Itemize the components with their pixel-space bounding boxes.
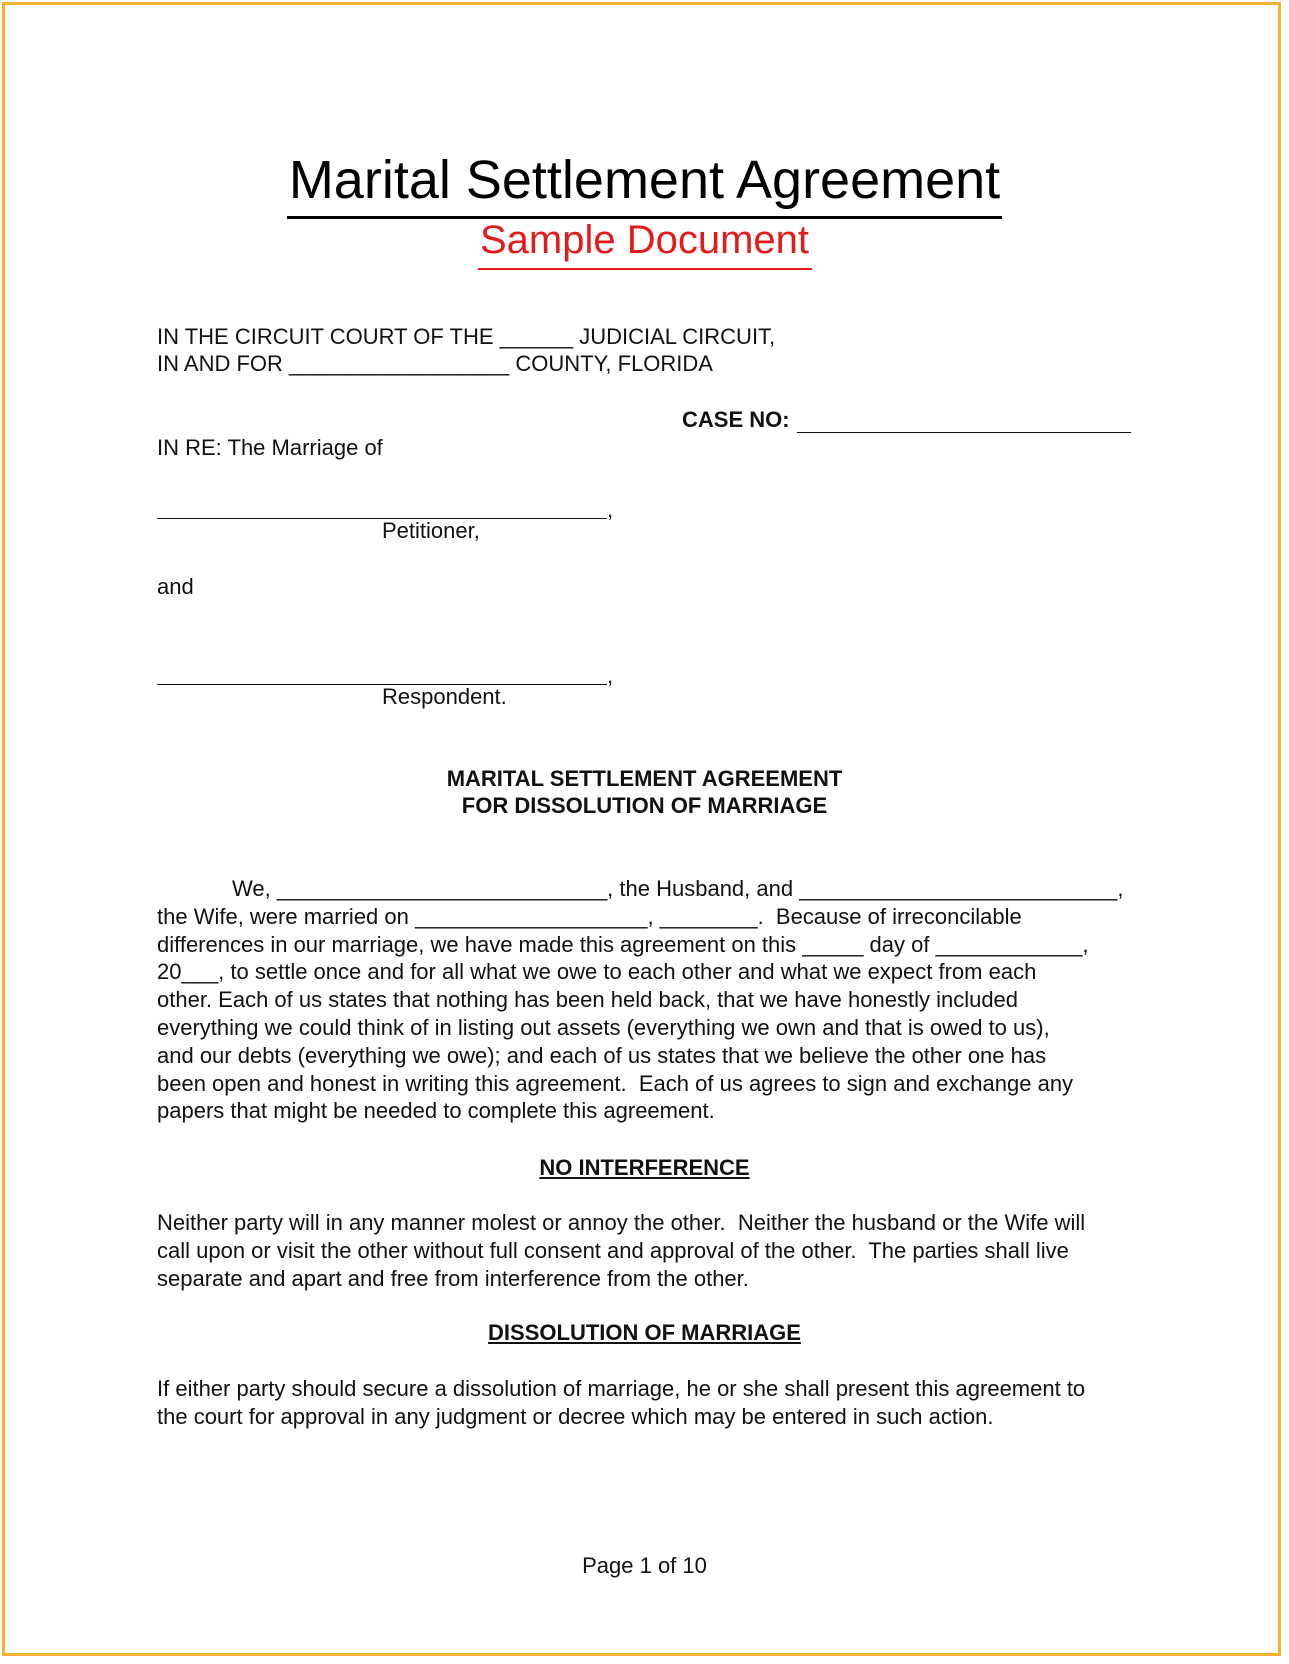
intro-line: 20___, to settle once and for all what we owe to each other and what we expect from each	[157, 959, 1037, 985]
respondent-name-blank	[157, 664, 607, 685]
no-interference-paragraph	[157, 1209, 1137, 1292]
dissolution-paragraph	[157, 1375, 1137, 1431]
intro-line: everything we could think of in listing out assets (everything we own and that is owed to us),	[157, 1014, 1050, 1040]
court-line-2: IN AND FOR __________________ COUNTY, FLORIDA	[157, 351, 713, 376]
intro-line: been open and honest in writing this agreement. Each of us agrees to sign and exchange any	[157, 1070, 1074, 1096]
intro-line: and our debts (everything we owe); and each of us states that we believe the other one has	[157, 1042, 1047, 1068]
section-line: separate and apart and free from interference from the other.	[157, 1265, 749, 1291]
agreement-heading-line-1: MARITAL SETTLEMENT AGREEMENT	[446, 766, 843, 791]
intro-line: We, ___________________________, the Husband, and __________________________,	[232, 876, 1124, 901]
and-label: and	[157, 574, 194, 599]
intro-line: differences in our marriage, we have made this agreement on this _____ day of ____________,	[157, 931, 1089, 957]
section-line: If either party should secure a dissolution of marriage, he or she shall present this agreement to	[157, 1376, 1086, 1401]
intro-line: other. Each of us states that nothing has been held back, that we have honestly included	[157, 987, 1019, 1013]
page-number: Page 1 of 10	[582, 1553, 707, 1578]
subtitle-underline	[478, 268, 812, 270]
petitioner-comma: ,	[607, 497, 614, 522]
intro-line: papers that might be needed to complete this agreement.	[157, 1098, 715, 1124]
document-subtitle: Sample Document	[479, 218, 810, 262]
section-line: call upon or visit the other without full consent and approval of the other. The parties shall live	[157, 1237, 1069, 1263]
petitioner-label: Petitioner,	[382, 518, 480, 543]
case-number-blank	[797, 412, 1131, 433]
in-re-line: IN RE: The Marriage of	[157, 435, 383, 460]
petitioner-name-blank	[157, 498, 607, 519]
intro-paragraph	[157, 875, 1137, 1125]
case-number-label: CASE NO:	[682, 407, 790, 432]
section-heading-no-interference: NO INTERFERENCE	[539, 1155, 750, 1180]
court-line-1: IN THE CIRCUIT COURT OF THE ______ JUDICIAL CIRCUIT,	[157, 324, 776, 349]
section-line: Neither party will in any manner molest or annoy the other. Neither the husband or the Wife will	[157, 1210, 1086, 1235]
intro-line: the Wife, were married on ___________________, ________. Because of irreconcilable	[157, 903, 1022, 929]
respondent-comma: ,	[607, 663, 614, 688]
section-heading-dissolution: DISSOLUTION OF MARRIAGE	[488, 1320, 801, 1345]
document-title: Marital Settlement Agreement	[288, 150, 1001, 210]
section-line: the court for approval in any judgment or decree which may be entered in such action.	[157, 1403, 994, 1429]
respondent-label: Respondent.	[382, 684, 507, 709]
agreement-heading-line-2: FOR DISSOLUTION OF MARRIAGE	[461, 793, 828, 818]
